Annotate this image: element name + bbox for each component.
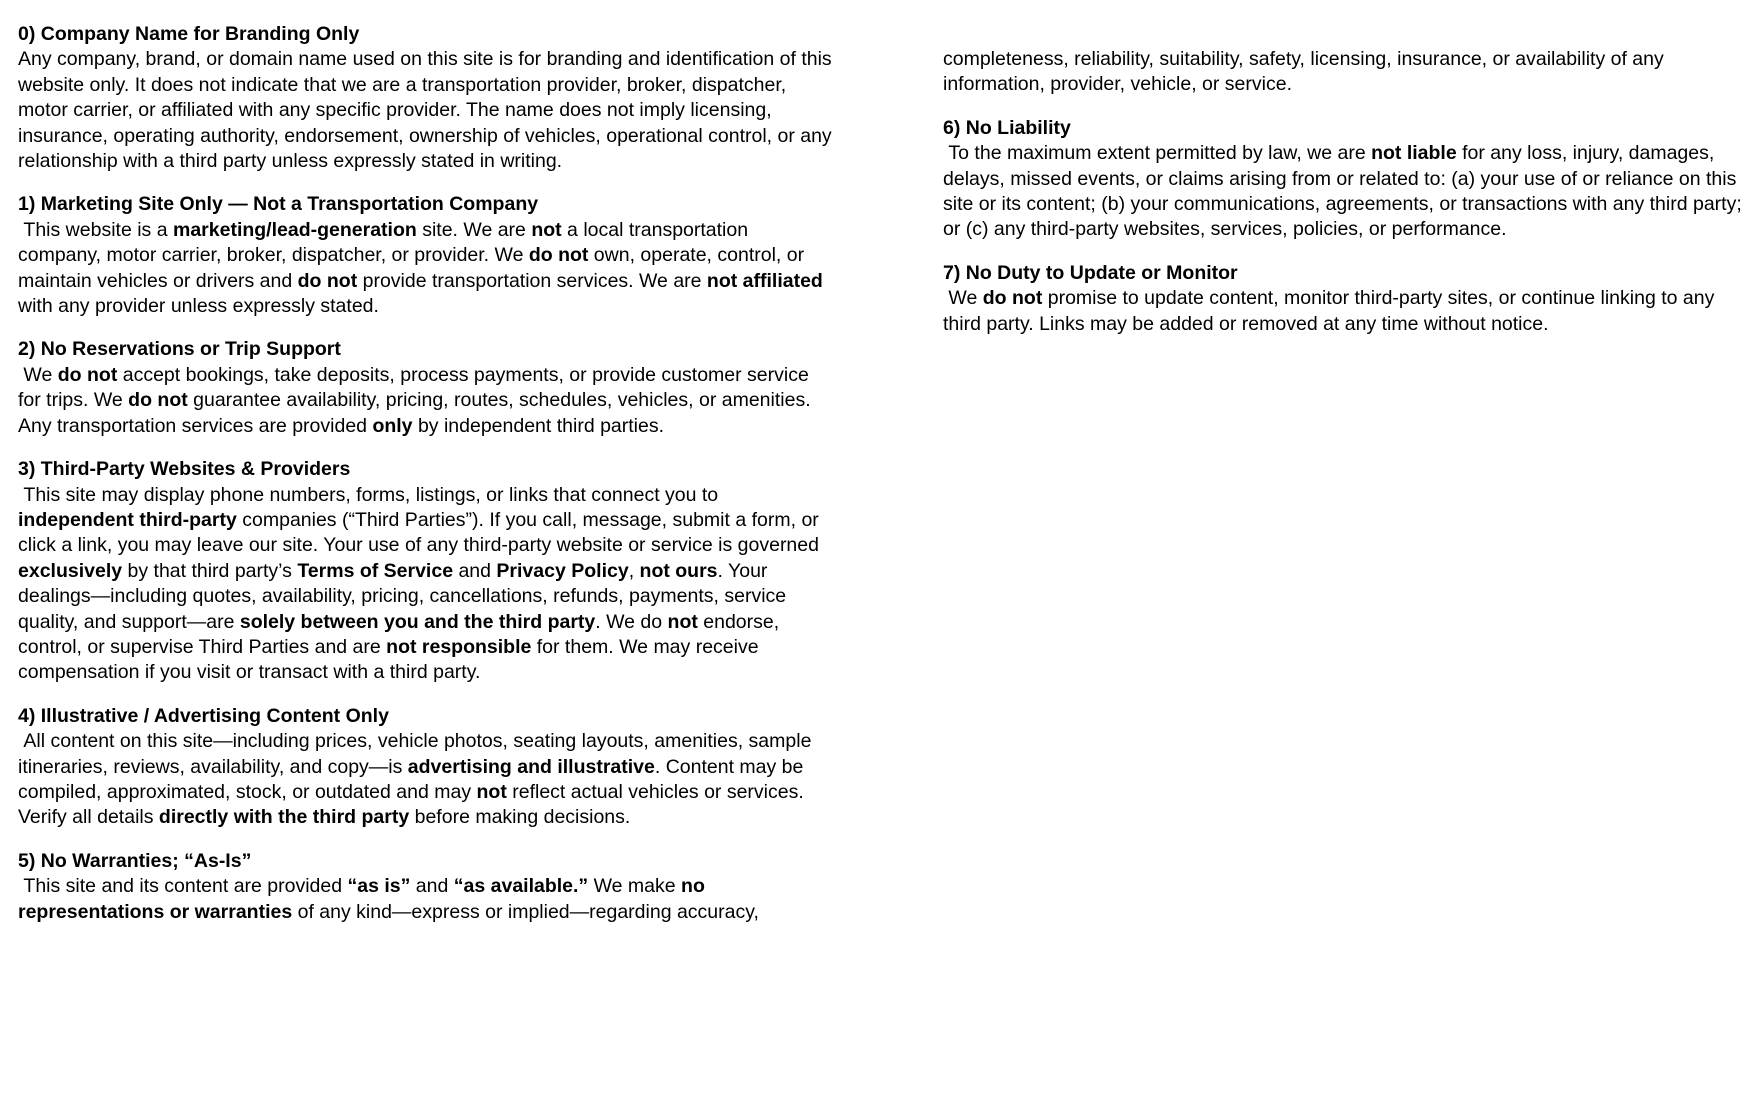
body-text: guarantee availability, pricing, routes, schedules, vehicles, or amenities. Any transportation services are provided xyxy=(18,389,815,437)
body-text-bold: not xyxy=(531,218,562,241)
section-heading: 5) No Warranties; “As-Is” xyxy=(18,849,252,872)
body-text: by independent third parties. xyxy=(412,414,665,437)
body-text-bold: “as is” xyxy=(347,875,411,898)
body-text: by that third party’s xyxy=(122,559,298,582)
body-text-bold: not xyxy=(667,610,698,633)
body-text-bold: not ours xyxy=(639,559,718,582)
body-text: provide transportation services. We are xyxy=(357,269,707,292)
body-text: with any provider unless expressly stated. xyxy=(18,269,829,318)
disclaimer-section xyxy=(943,116,1748,243)
body-text: for them. We may receive compensation if you visit or transact with a third party. xyxy=(18,635,764,684)
body-text: site. We are xyxy=(416,218,532,241)
section-body xyxy=(18,729,836,831)
body-text: promise to update content, monitor third-party sites, or continue linking to any third party. Links may be added or removed at any time without notice. xyxy=(943,287,1720,335)
disclaimer-section xyxy=(18,192,836,319)
body-text: We xyxy=(18,363,58,386)
disclaimer-section xyxy=(18,704,836,831)
body-text-bold: solely between you and the third party xyxy=(239,610,596,633)
body-text: reflect actual vehicles or services. Verify all details xyxy=(18,780,810,829)
section-heading: 4) Illustrative / Advertising Content Only xyxy=(18,704,389,727)
body-text: for any loss, injury, damages, delays, missed events, or claims arising from or related to: (a) your use of or reliance on this site or its content; (b) your communications, agreements, or transactions with any third party; or (c) any third-party websites, services, policies, or performance. xyxy=(943,142,1748,241)
body-text-bold: not affiliated xyxy=(706,269,823,292)
disclaimer-section xyxy=(18,457,836,686)
body-text: All content on this site—including prices, vehicle photos, seating layouts, amenities, sample itineraries, reviews, availability, and copy—is xyxy=(18,730,817,778)
body-text-bold: directly with the third party xyxy=(158,806,410,829)
section-heading: 3) Third-Party Websites & Providers xyxy=(18,458,351,481)
body-text: of any kind—express or implied—regarding accuracy, xyxy=(292,900,759,923)
body-text: We xyxy=(943,287,983,310)
right-column xyxy=(943,47,1748,337)
disclaimer-section xyxy=(943,261,1743,337)
body-text-bold: only xyxy=(372,414,413,437)
body-text: We make xyxy=(588,875,682,898)
section-body xyxy=(943,141,1748,243)
body-text: Any company, brand, or domain name used on this site is for branding and identification of this website only. It does not indicate that we are a transportation provider, broker, dispatcher, motor carrier, or affiliated with any specific provider. The name does not imply licensing, insurance, operating authority, endorsement, ownership of vehicles, operational control, or any relationship with a third party unless expressly stated in writing. xyxy=(18,48,838,173)
section-body xyxy=(18,483,836,686)
body-text: completeness, reliability, suitability, safety, licensing, insurance, or availability of any information, provider, vehicle, or service. xyxy=(943,48,1670,96)
section-body xyxy=(943,47,1743,98)
body-text: . Content may be compiled, approximated, stock, or outdated and may xyxy=(18,755,809,803)
section-heading: 7) No Duty to Update or Monitor xyxy=(943,261,1238,284)
body-text-bold: “as available.” xyxy=(453,875,589,898)
body-text: . We do xyxy=(595,610,668,633)
body-text: This website is a xyxy=(18,218,173,241)
body-text: own, operate, control, or maintain vehicles or drivers and xyxy=(18,244,810,292)
section-heading: 6) No Liability xyxy=(943,116,1071,139)
body-text-bold: do not xyxy=(528,244,589,267)
body-text: To the maximum extent permitted by law, we are xyxy=(943,142,1372,165)
section-heading: 2) No Reservations or Trip Support xyxy=(18,338,341,361)
body-text: and xyxy=(410,875,454,898)
section-body xyxy=(18,218,836,320)
section-body xyxy=(943,286,1743,337)
body-text: This site and its content are provided xyxy=(18,875,348,898)
body-text-bold: do not xyxy=(297,269,358,292)
body-text: . Your dealings—including quotes, availability, pricing, cancellations, refunds, payments, service quality, and support—are xyxy=(18,559,792,633)
body-text: accept bookings, take deposits, process payments, or provide customer service for trips. We xyxy=(18,363,815,412)
body-text-bold: no representations or warranties xyxy=(18,875,711,923)
left-column xyxy=(18,22,836,925)
section-body xyxy=(18,874,836,925)
section-body xyxy=(18,47,836,174)
body-text-bold: advertising and illustrative xyxy=(407,755,655,778)
disclaimer-section xyxy=(18,22,836,174)
body-text-bold: not responsible xyxy=(386,635,532,658)
body-text-bold: Privacy Policy xyxy=(496,559,629,582)
body-text-bold: do not xyxy=(128,389,188,412)
disclaimer-section xyxy=(18,849,836,925)
body-text: This site may display phone numbers, forms, listings, or links that connect you to xyxy=(18,483,724,506)
body-text-bold: do not xyxy=(57,363,118,386)
section-heading: 0) Company Name for Branding Only xyxy=(18,23,360,45)
body-text-bold: not xyxy=(476,780,507,803)
disclaimer-section xyxy=(943,47,1743,98)
disclaimer-section xyxy=(18,337,836,439)
body-text: , xyxy=(628,559,640,582)
body-text-bold: Terms of Service xyxy=(297,559,454,582)
body-text-bold: do not xyxy=(982,287,1043,310)
section-heading: 1) Marketing Site Only — Not a Transportation Company xyxy=(18,193,539,216)
body-text: endorse, control, or supervise Third Parties and are xyxy=(18,610,785,658)
body-text-bold: not liable xyxy=(1371,142,1457,165)
body-text-bold: exclusively xyxy=(18,559,123,582)
body-text: before making decisions. xyxy=(409,806,631,829)
body-text-bold: marketing/lead-generation xyxy=(172,218,417,241)
body-text: and xyxy=(453,559,497,582)
body-text: companies (“Third Parties”). If you call, message, submit a form, or click a link, you may leave our site. Your use of any third-party website or service is governed xyxy=(18,508,825,557)
body-text: a local transportation company, motor carrier, broker, dispatcher, or provider. We xyxy=(18,218,754,267)
body-text-bold: independent third-party xyxy=(18,508,237,531)
section-body xyxy=(18,363,836,439)
